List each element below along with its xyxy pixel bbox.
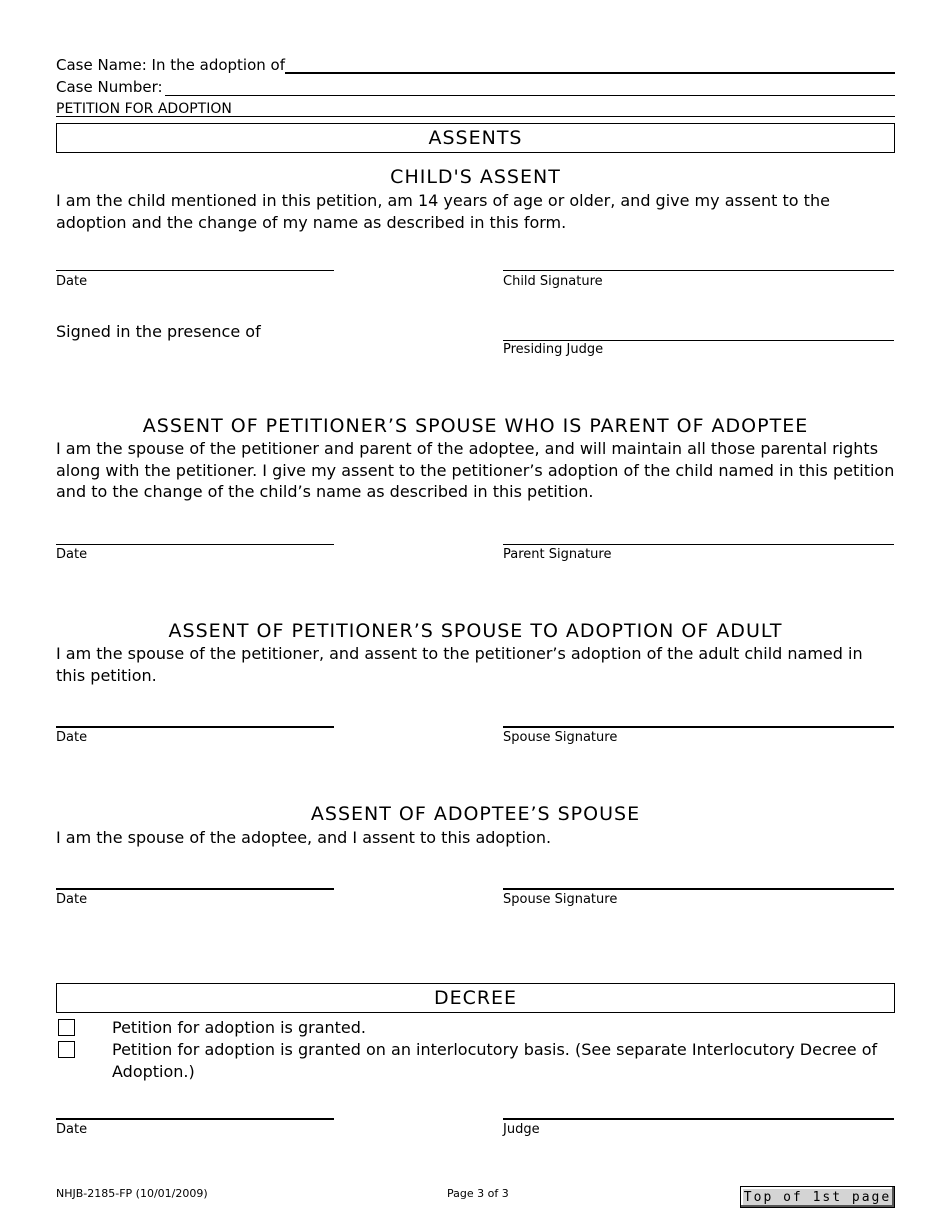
adult-date-label: Date — [56, 730, 88, 745]
signed-presence-label: Signed in the presence of — [56, 322, 261, 341]
case-number-label: Case Number: — [56, 78, 163, 96]
header-divider — [56, 116, 895, 117]
case-number-field[interactable] — [165, 95, 895, 96]
judge-signature-line[interactable] — [503, 1118, 894, 1120]
presiding-judge-line[interactable] — [503, 340, 894, 341]
childs-assent-text: I am the child mentioned in this petition, am 14 years of age or older, and give my assent to the adoption and the change of my name as described in this form. — [56, 191, 830, 232]
form-id: NHJB-2185-FP (10/01/2009) — [56, 1187, 208, 1200]
spouse-adult-assent-text: I am the spouse of the petitioner, and assent to the petitioner’s adoption of the adult child named in this petition. — [56, 644, 863, 685]
child-signature-line[interactable] — [503, 270, 894, 271]
adoptee-spouse-signature-label: Spouse Signature — [503, 892, 618, 907]
page-number: Page 3 of 3 — [447, 1187, 509, 1200]
child-date-label: Date — [56, 274, 88, 289]
decree-heading: DECREE — [56, 983, 895, 1013]
adoptee-spouse-signature-line[interactable] — [503, 888, 894, 890]
child-signature-label: Child Signature — [503, 274, 603, 289]
childs-assent-heading: CHILD'S ASSENT — [390, 166, 561, 188]
spouse-adult-assent-heading: ASSENT OF PETITIONER’S SPOUSE TO ADOPTION OF ADULT — [168, 620, 783, 642]
spouse-parent-assent-text: I am the spouse of the petitioner and parent of the adoptee, and will maintain all those parental rights along with the petitioner. I give my assent to the petitioner’s adoption of the child named in this petition and to the change of the child’s name as described in this petition. — [56, 439, 895, 501]
parent-date-label: Date — [56, 547, 88, 562]
parent-date-line[interactable] — [56, 544, 334, 545]
child-date-line[interactable] — [56, 270, 334, 271]
interlocutory-checkbox[interactable] — [58, 1041, 75, 1058]
form-title: PETITION FOR ADOPTION — [56, 101, 232, 117]
case-name-field[interactable] — [285, 72, 895, 74]
spouse-parent-assent-heading: ASSENT OF PETITIONER’S SPOUSE WHO IS PARENT OF ADOPTEE — [142, 415, 809, 437]
top-of-first-page-button[interactable]: Top of 1st page — [740, 1186, 895, 1208]
assents-heading: ASSENTS — [56, 123, 895, 153]
decree-date-label: Date — [56, 1122, 88, 1137]
granted-option-label: Petition for adoption is granted. — [112, 1018, 367, 1037]
adoptee-spouse-date-label: Date — [56, 892, 88, 907]
adoptee-spouse-assent-text: I am the spouse of the adoptee, and I assent to this adoption. — [56, 828, 552, 847]
decree-date-line[interactable] — [56, 1118, 334, 1120]
granted-checkbox[interactable] — [58, 1019, 75, 1036]
interlocutory-option-label: Petition for adoption is granted on an interlocutory basis. (See separate Interlocutory Decree of Adoption.) — [112, 1040, 878, 1081]
adoptee-spouse-date-line[interactable] — [56, 888, 334, 890]
adult-spouse-signature-label: Spouse Signature — [503, 730, 618, 745]
adult-date-line[interactable] — [56, 726, 334, 728]
adoptee-spouse-assent-heading: ASSENT OF ADOPTEE’S SPOUSE — [310, 803, 641, 825]
presiding-judge-label: Presiding Judge — [503, 342, 604, 357]
parent-signature-line[interactable] — [503, 544, 894, 545]
parent-signature-label: Parent Signature — [503, 547, 612, 562]
case-name-label: Case Name: In the adoption of — [56, 56, 286, 74]
adult-spouse-signature-line[interactable] — [503, 726, 894, 728]
judge-signature-label: Judge — [503, 1122, 540, 1137]
